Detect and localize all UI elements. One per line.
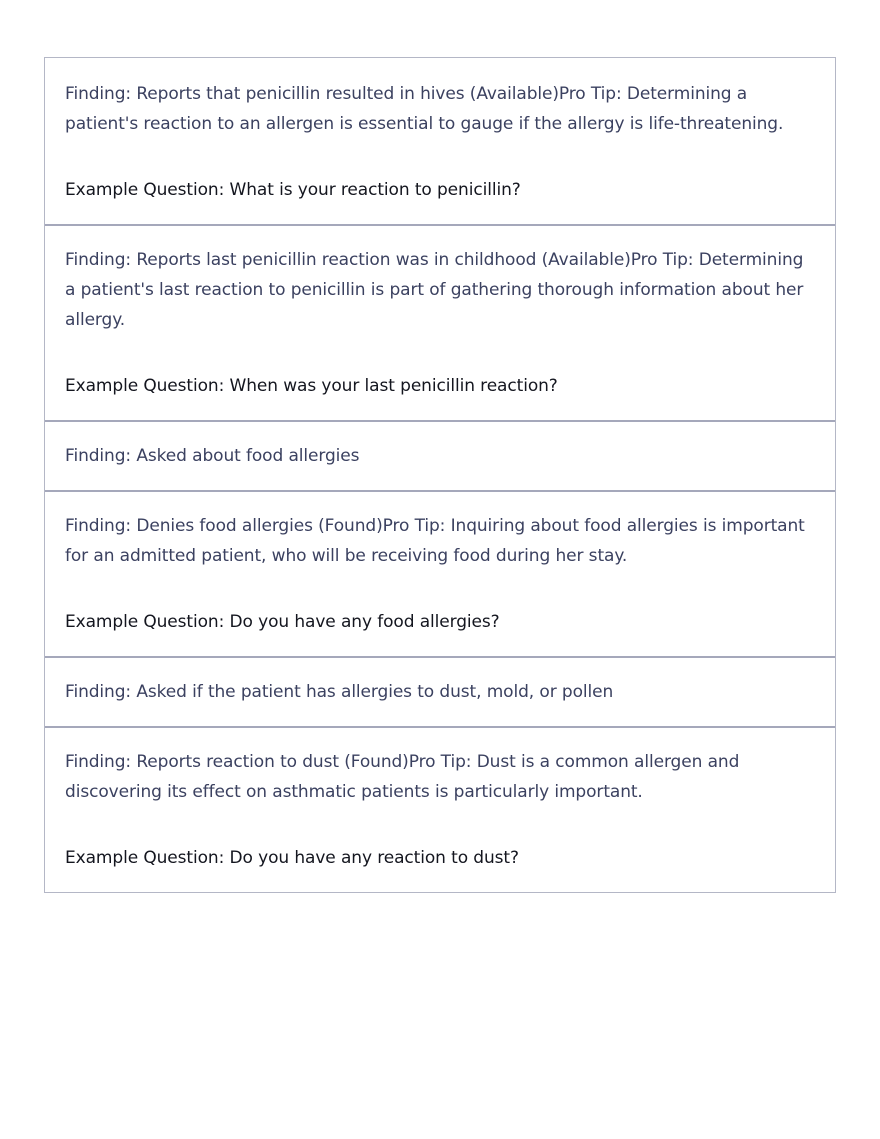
example-question: Example Question: What is your reaction to penicillin? <box>65 180 521 200</box>
finding-text: Finding: Reports reaction to dust (Found)Pro Tip: Dust is a common allergen and discovering its effect on asthmatic patients is particularly important. <box>65 752 740 802</box>
finding-text: Finding: Reports that penicillin resulted in hives (Available)Pro Tip: Determining a patient's reaction to an allergen is essential to gauge if the allergy is life-threatening. <box>65 84 784 134</box>
finding-row <box>45 726 835 892</box>
finding-text: Finding: Denies food allergies (Found)Pro Tip: Inquiring about food allergies is important for an admitted patient, who will be receiving food during her stay. <box>65 516 805 566</box>
finding-text: Finding: Asked about food allergies <box>65 446 360 466</box>
finding-text: Finding: Asked if the patient has allergies to dust, mold, or pollen <box>65 682 614 702</box>
finding-row <box>45 490 835 656</box>
example-question: Example Question: Do you have any reaction to dust? <box>65 848 519 868</box>
finding-row <box>45 656 835 726</box>
finding-text: Finding: Reports last penicillin reaction was in childhood (Available)Pro Tip: Determining a patient's last reaction to penicillin is part of gathering thorough information about her allergy. <box>65 250 804 330</box>
finding-row <box>45 420 835 490</box>
findings-table <box>44 57 836 893</box>
finding-row <box>45 224 835 420</box>
example-question: Example Question: Do you have any food allergies? <box>65 612 500 632</box>
finding-row <box>45 58 835 224</box>
example-question: Example Question: When was your last penicillin reaction? <box>65 376 558 396</box>
